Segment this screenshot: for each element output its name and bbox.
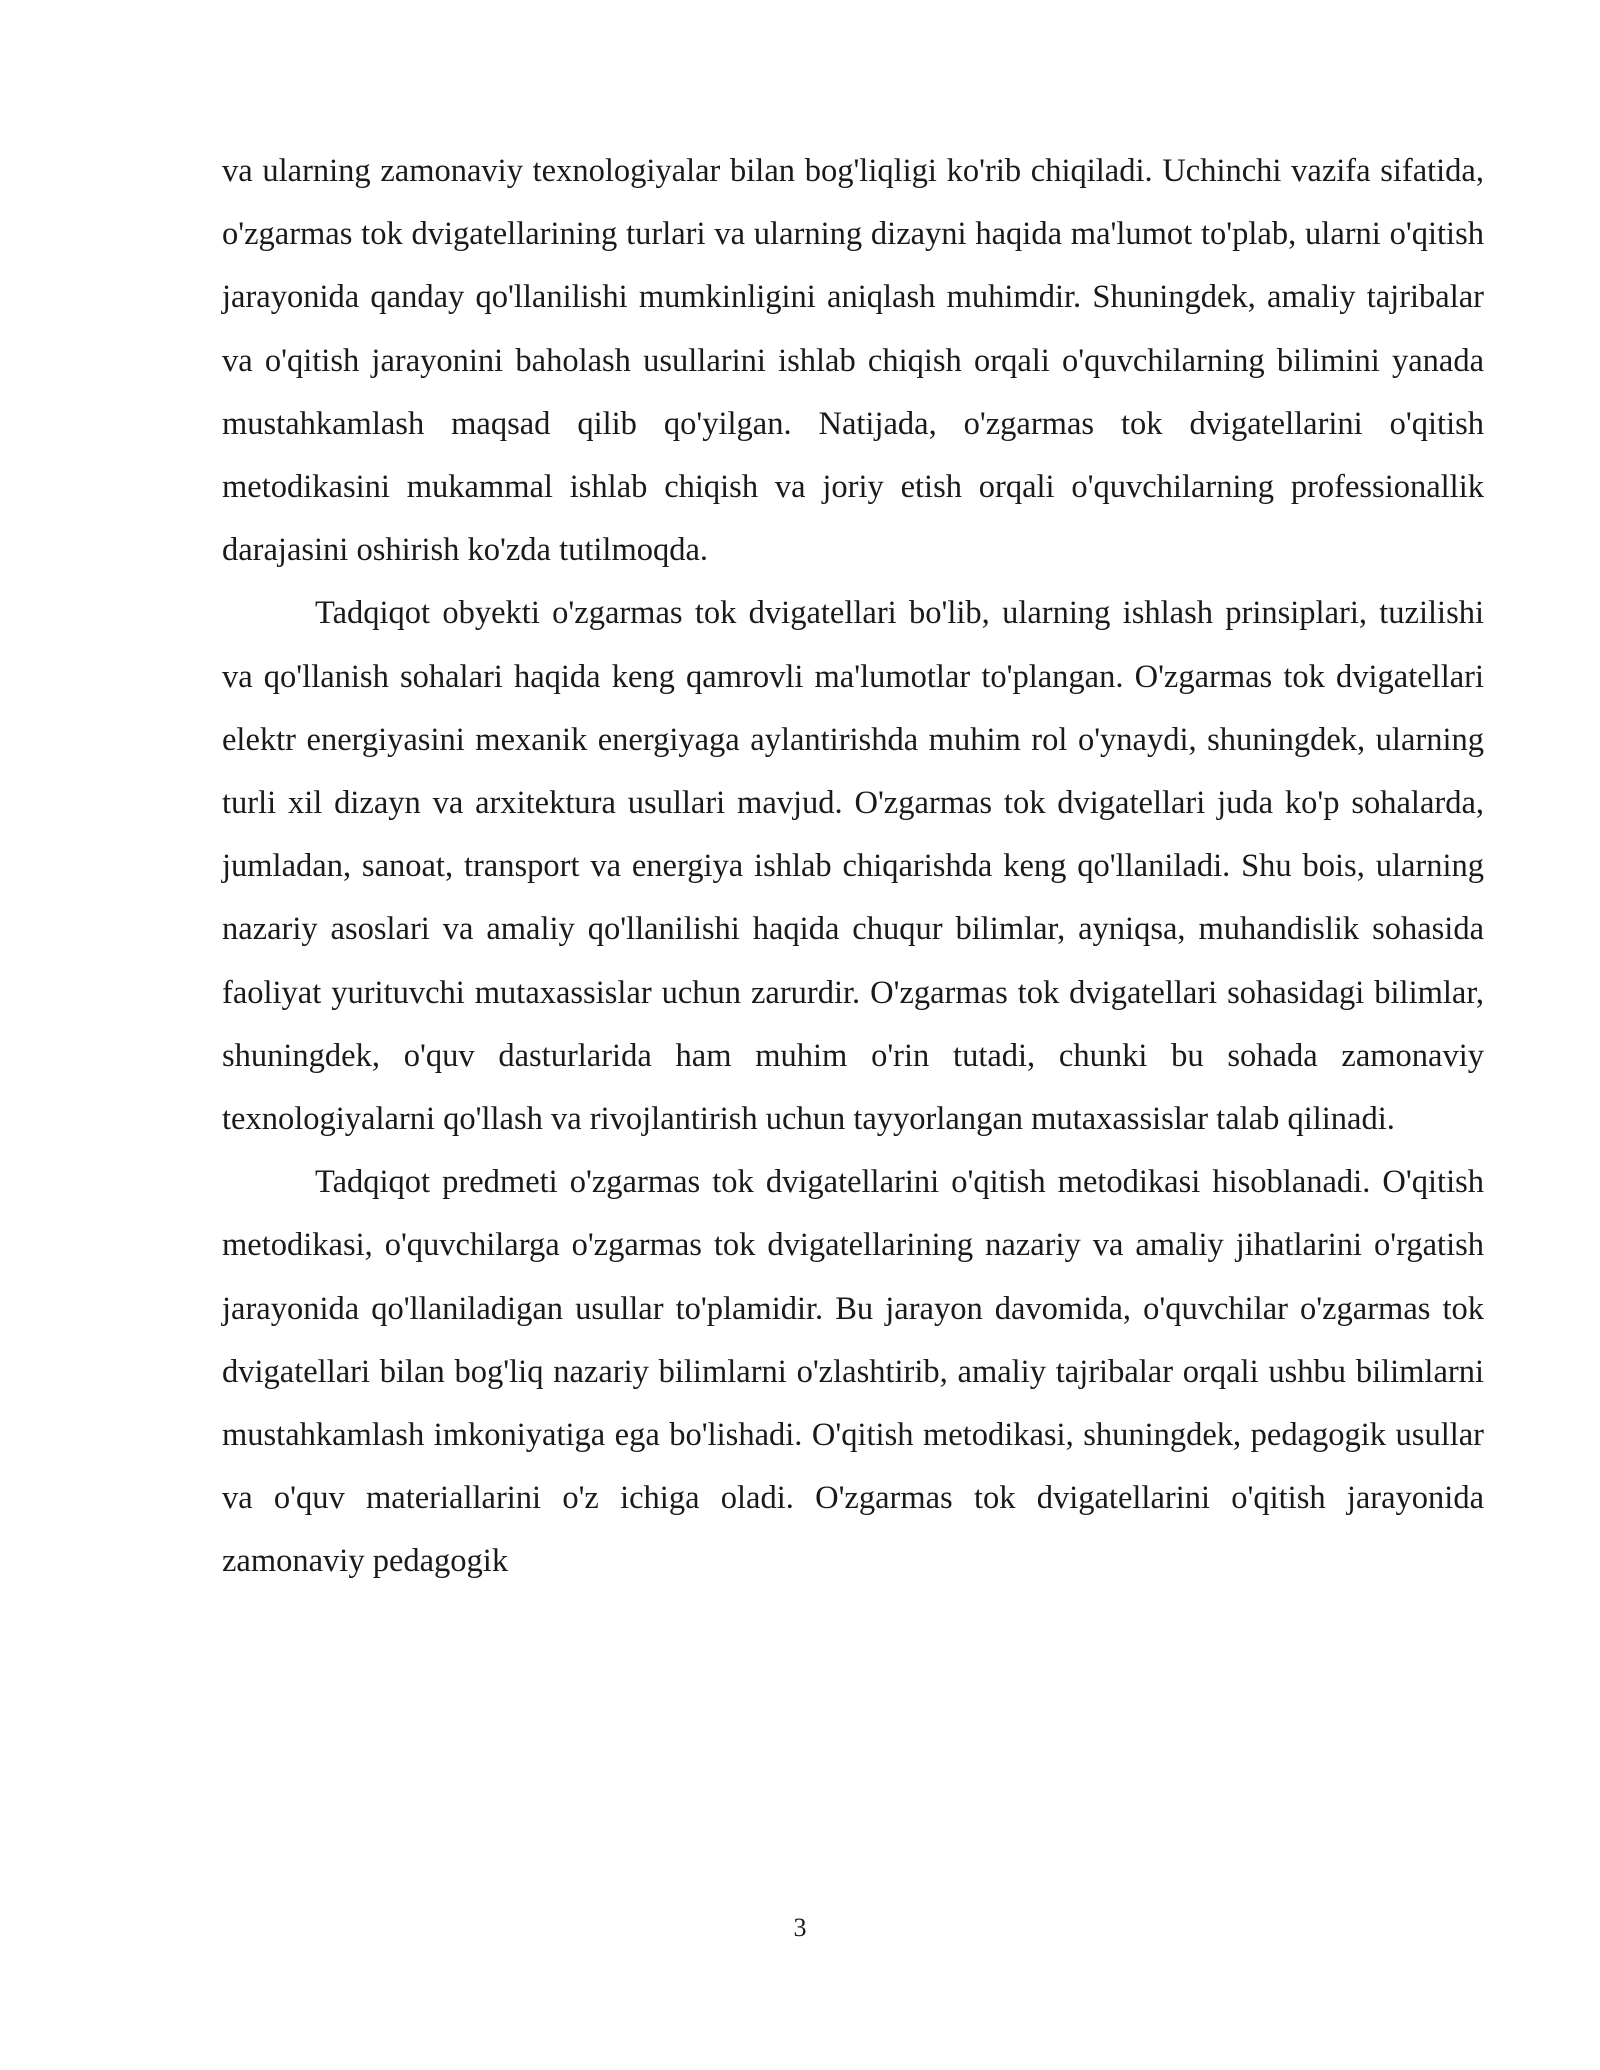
paragraph-2: Tadqiqot obyekti o'zgarmas tok dvigatellari bo'lib, ularning ishlash prinsiplari, tuzilishi va qo'llanish sohalari haqida keng qamrovli ma'lumotlar to'plangan. O'zgarmas tok dvigatellari elektr energiyasini mexanik energiyaga aylantirishda muhim rol o'ynaydi, shuningdek, ularning turli xil dizayn va arxitektura usullari mavjud. O'zgarmas tok dvigatellari juda ko'p sohalarda, jumladan, sanoat, transport va energiya ishlab chiqarishda keng qo'llaniladi. Shu bois, ularning nazariy asoslari va amaliy qo'llanilishi haqida chuqur bilimlar, ayniqsa, muhandislik sohasida faoliyat yurituvchi mutaxassislar uchun zarurdir. O'zgarmas tok dvigatellari sohasidagi bilimlar, shuningdek, o'quv dasturlarida ham muhim o'rin tutadi, chunki bu sohada zamonaviy texnologiyalarni qo'llash va rivojlantirish uchun tayyorlangan mutaxassislar talab qilinadi. [222,595,1484,1138]
body-text [222,140,1484,1594]
paragraph-3: Tadqiqot predmeti o'zgarmas tok dvigatellarini o'qitish metodikasi hisoblanadi. O'qitish metodikasi, o'quvchilarga o'zgarmas tok dvigatellarining nazariy va amaliy jihatlarini o'rgatish jarayonida qo'llaniladigan usullar to'plamidir. Bu jarayon davomida, o'quvchilar o'zgarmas tok dvigatellari bilan bog'liq nazariy bilimlarni o'zlashtirib, amaliy tajribalar orqali ushbu bilimlarni mustahkamlash imkoniyatiga ega bo'lishadi. O'qitish metodikasi, shuningdek, pedagogik usullar va o'quv materiallarini o'z ichiga oladi. O'zgarmas tok dvigatellarini o'qitish jarayonida zamonaviy pedagogik [222,1164,1484,1580]
page-number: 3 [793,1913,807,1942]
paragraph-1: va ularning zamonaviy texnologiyalar bilan bog'liqligi ko'rib chiqiladi. Uchinchi vazifa sifatida, o'zgarmas tok dvigatellarining turlari va ularning dizayni haqida ma'lumot to'plab, ularni o'qitish jarayonida qanday qo'llanilishi mumkinligini aniqlash muhimdir. Shuningdek, amaliy tajribalar va o'qitish jarayonini baholash usullarini ishlab chiqish orqali o'quvchilarning bilimini yanada mustahkamlash maqsad qilib qo'yilgan. Natijada, o'zgarmas tok dvigatellarini o'qitish metodikasini mukammal ishlab chiqish va joriy etish orqali o'quvchilarning professionallik darajasini oshirish ko'zda tutilmoqda. [222,153,1484,569]
